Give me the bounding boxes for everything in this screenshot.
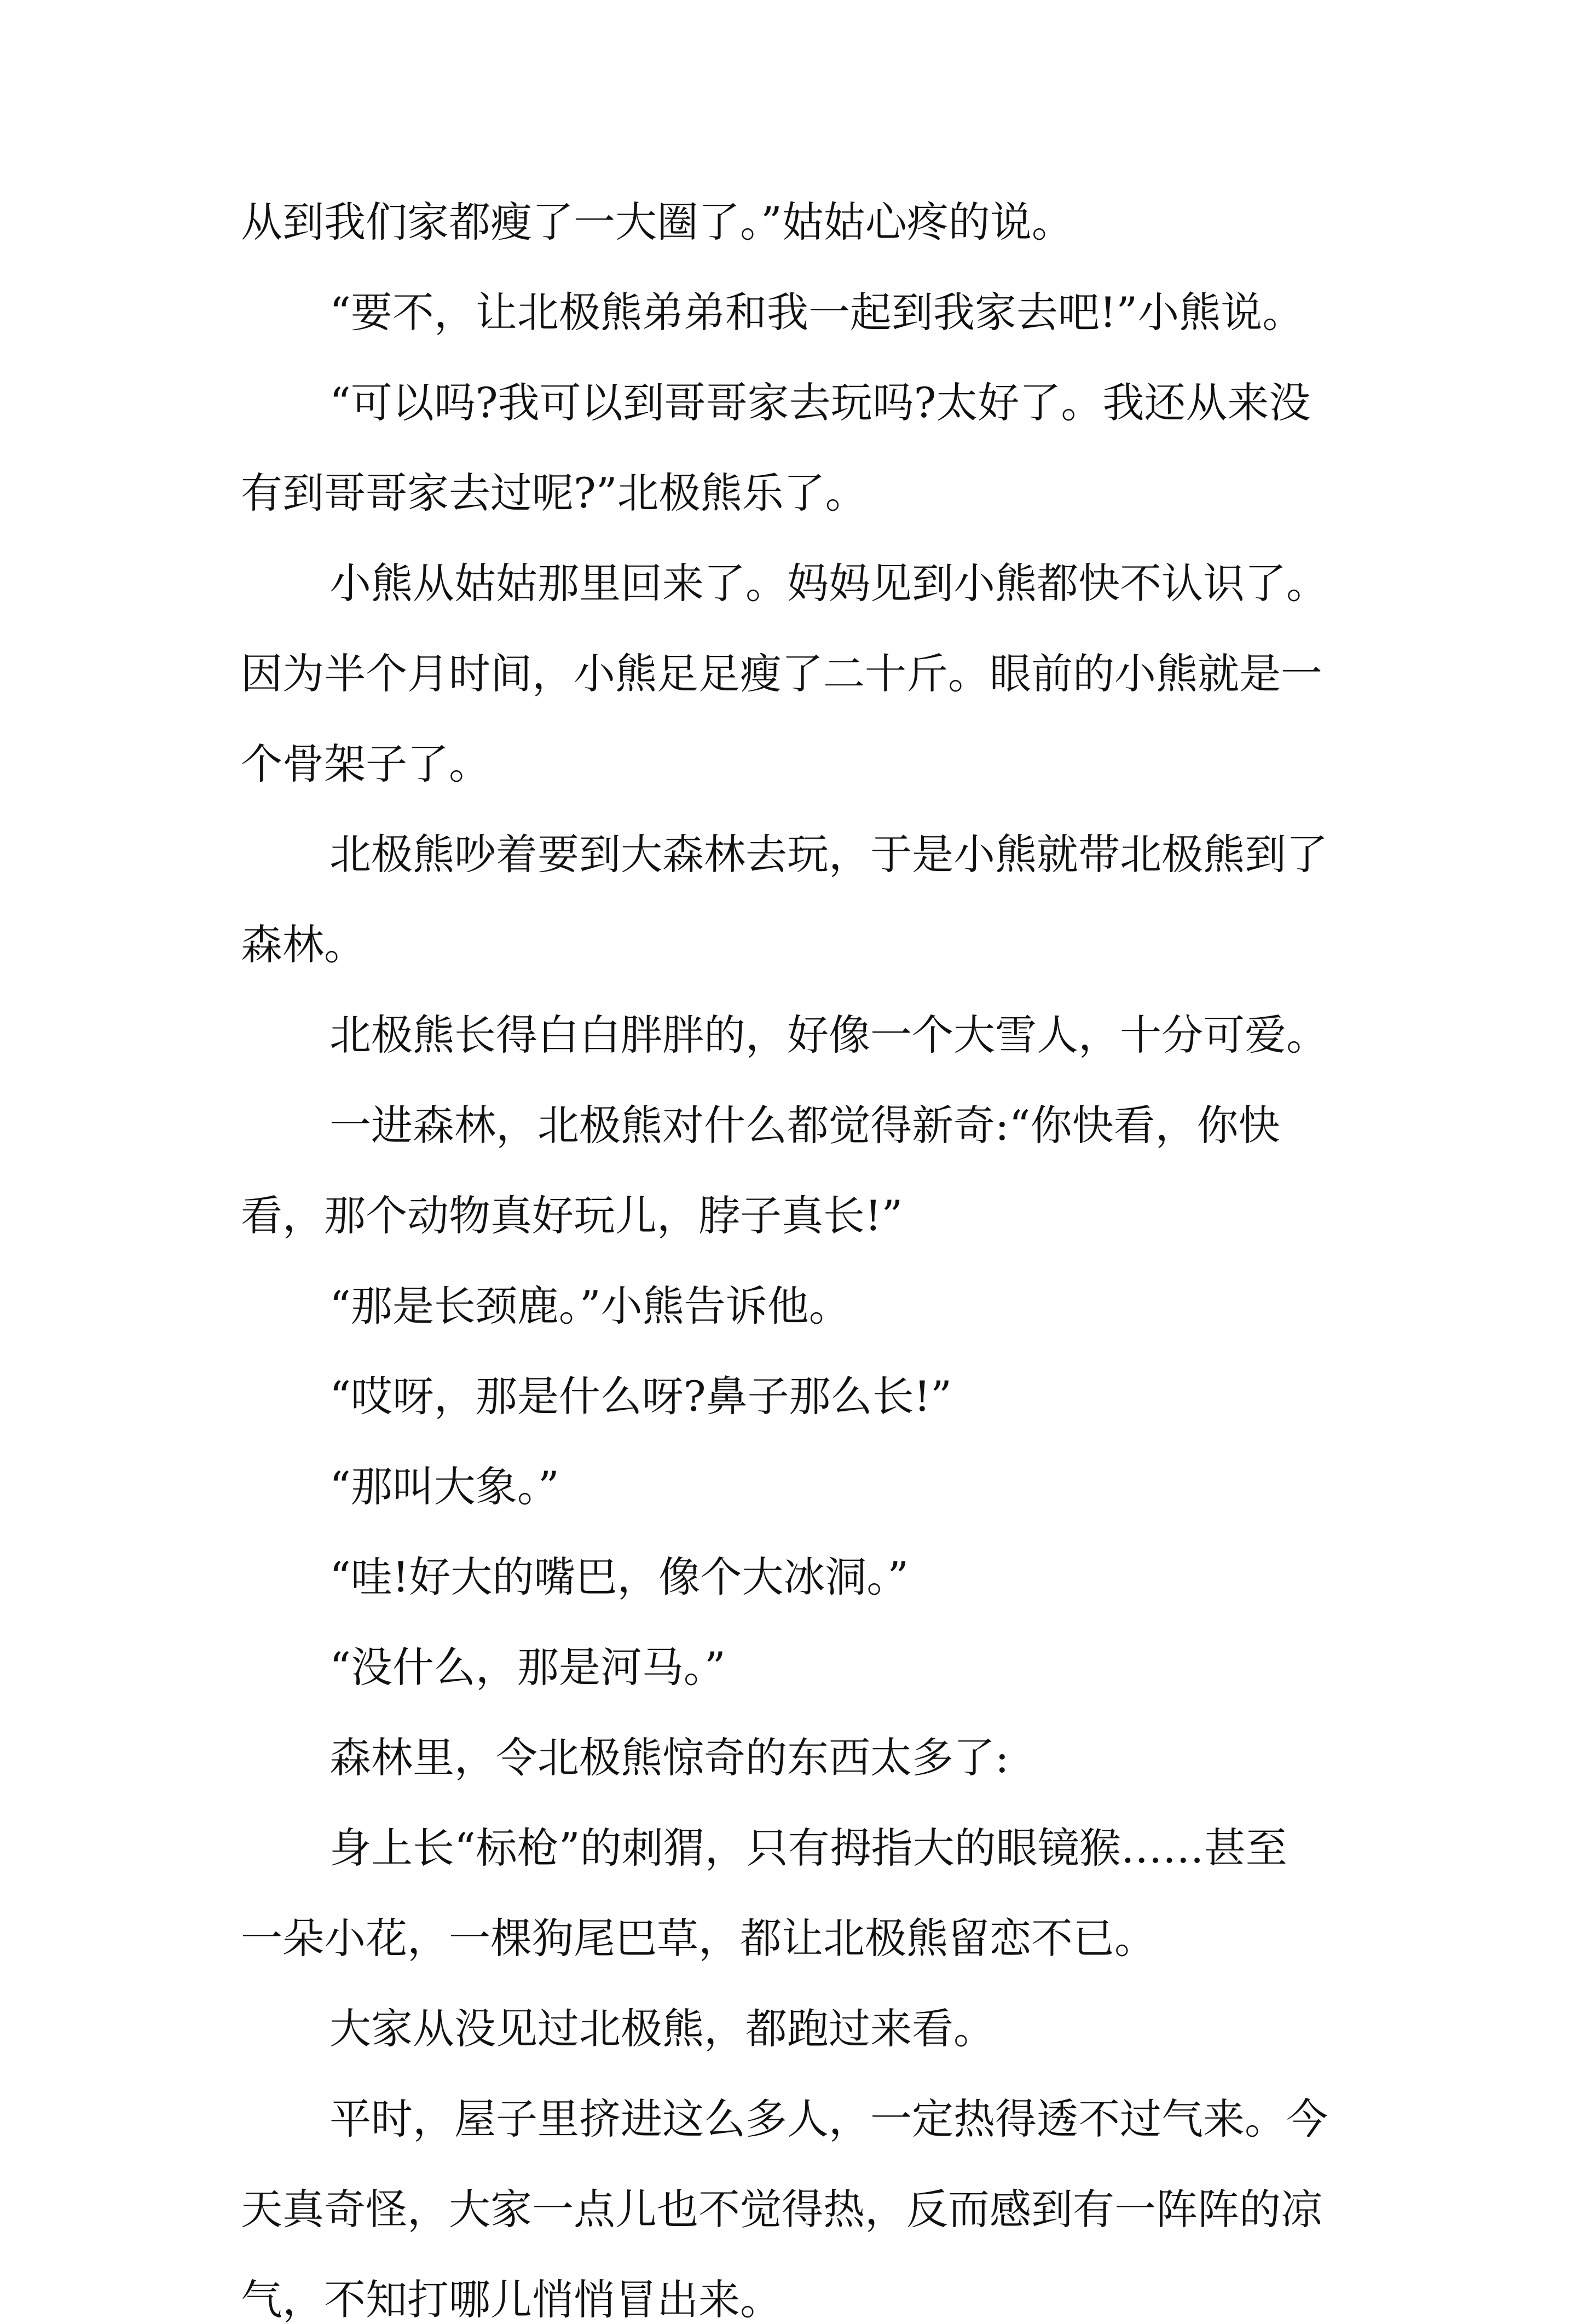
text-line: “那叫大象。”	[329, 1462, 559, 1511]
text-line: “没什么，那是河马。”	[329, 1643, 726, 1692]
text-line: “那是长颈鹿。”小熊告诉他。	[329, 1282, 851, 1330]
text-line: 一朵小花，一棵狗尾巴草，都让北极熊留恋不已。	[241, 1914, 1156, 1963]
text-line: 一进森林，北极熊对什么都觉得新奇:“你快看，你快	[329, 1101, 1280, 1150]
text-line: 看，那个动物真好玩儿，脖子真长!”	[241, 1191, 903, 1240]
text-line: 有到哥哥家去过呢?”北极熊乐了。	[241, 469, 867, 517]
text-line: “哇!好大的嘴巴，像个大冰洞。”	[329, 1553, 909, 1601]
text-line: 森林里，令北极熊惊奇的东西太多了:	[329, 1733, 1009, 1782]
text-line: 天真奇怪，大家一点儿也不觉得热，反而感到有一阵阵的凉	[241, 2185, 1322, 2234]
text-line: 小熊从姑姑那里回来了。妈妈见到小熊都快不认识了。	[329, 559, 1328, 608]
text-line: 个骨架子了。	[241, 740, 490, 788]
text-line: 大家从没见过北极熊，都跑过来看。	[329, 2004, 995, 2053]
text-line: 身上长“标枪”的刺猬，只有拇指大的眼镜猴……甚至	[329, 1824, 1287, 1872]
text-line: “可以吗?我可以到哥哥家去玩吗?太好了。我还从来没	[329, 378, 1311, 427]
text-line: 因为半个月时间，小熊足足瘦了二十斤。眼前的小熊就是一	[241, 649, 1322, 698]
text-line: 从到我们家都瘦了一大圈了。”姑姑心疼的说。	[241, 198, 1073, 246]
text-line: “要不，让北极熊弟弟和我一起到我家去吧!”小熊说。	[329, 288, 1304, 337]
text-line: “哎呀，那是什么呀?鼻子那么长!”	[329, 1372, 952, 1421]
text-line: 北极熊长得白白胖胖的，好像一个大雪人，十分可爱。	[329, 1011, 1328, 1059]
text-line: 北极熊吵着要到大森林去玩，于是小熊就带北极熊到了	[329, 830, 1328, 879]
text-line: 平时，屋子里挤进这么多人，一定热得透不过气来。今	[329, 2095, 1328, 2143]
text-line: 森林。	[241, 920, 366, 969]
text-line: 气，不知打哪儿悄悄冒出来。	[241, 2275, 782, 2324]
